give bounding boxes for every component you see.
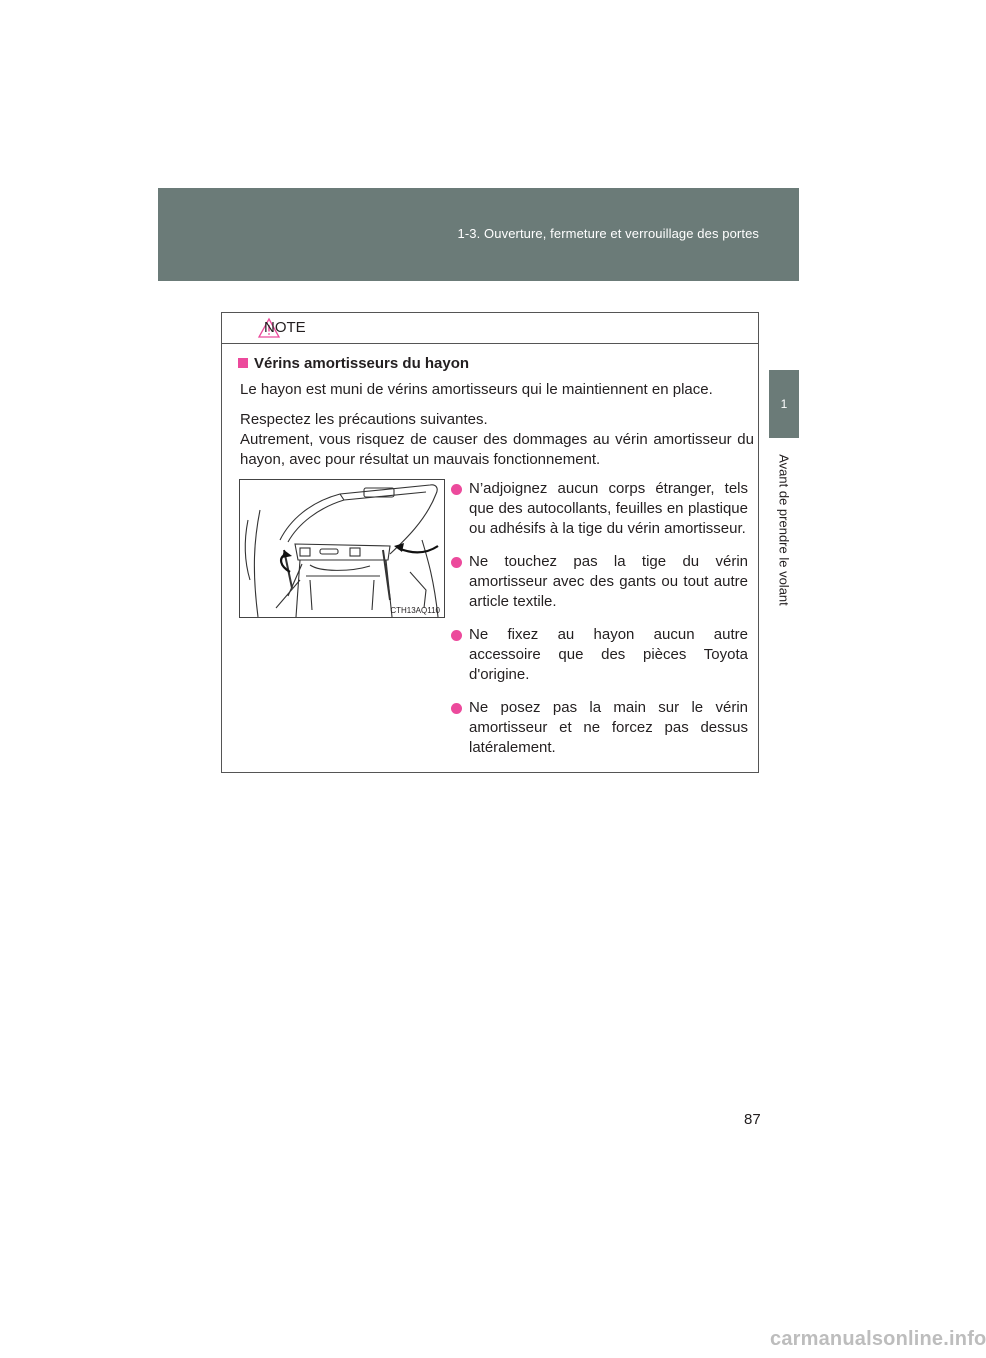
intro-paragraph: Le hayon est muni de vérins amortisseurs qui le maintiennent en place.: [240, 381, 713, 398]
section-title-text: Vérins amortisseurs du hayon: [254, 355, 470, 372]
list-item: N’adjoignez aucun corps étranger, tels que des autocollants, feuilles en plastique ou adhésifs à la tige du vérin amortisseur.: [451, 479, 748, 539]
note-box: [221, 312, 759, 773]
note-header: [222, 313, 758, 344]
tailgate-drawing: [240, 480, 444, 617]
square-bullet-icon: [238, 358, 248, 368]
footer-watermark: carmanualsonline.info: [770, 1328, 986, 1350]
figure-code: CTH13AQ110: [390, 606, 440, 615]
round-bullet-icon: [451, 630, 462, 641]
section-title: [238, 355, 469, 372]
header-bar: [158, 188, 799, 281]
list-item: Ne touchez pas la tige du vérin amortisseur avec des gants ou tout autre article textile.: [451, 552, 748, 612]
section-header-title: 1-3. Ouverture, fermeture et verrouillage des portes: [457, 226, 759, 241]
round-bullet-icon: [451, 557, 462, 568]
precaution-warning: Autrement, vous risquez de causer des dommages au vérin amortisseur du hayon, avec pour résultat un mauvais fonctionnement.: [240, 431, 754, 468]
round-bullet-icon: [451, 484, 462, 495]
precaution-intro: Respectez les précautions suivantes.: [240, 411, 488, 428]
chapter-tab: 1: [769, 370, 799, 438]
list-item: Ne posez pas la main sur le vérin amortisseur et ne forcez pas dessus latéralement.: [451, 698, 748, 758]
list-item: Ne fixez au hayon aucun autre accessoire que des pièces Toyota d'origine.: [451, 625, 748, 685]
precaution-paragraph: [238, 410, 754, 470]
note-label: NOTE: [264, 319, 306, 336]
round-bullet-icon: [451, 703, 462, 714]
chapter-side-label: Avant de prendre le volant: [776, 454, 792, 606]
page-number: 87: [744, 1111, 761, 1128]
precaution-list: [451, 479, 748, 771]
tailgate-illustration: [239, 479, 445, 618]
